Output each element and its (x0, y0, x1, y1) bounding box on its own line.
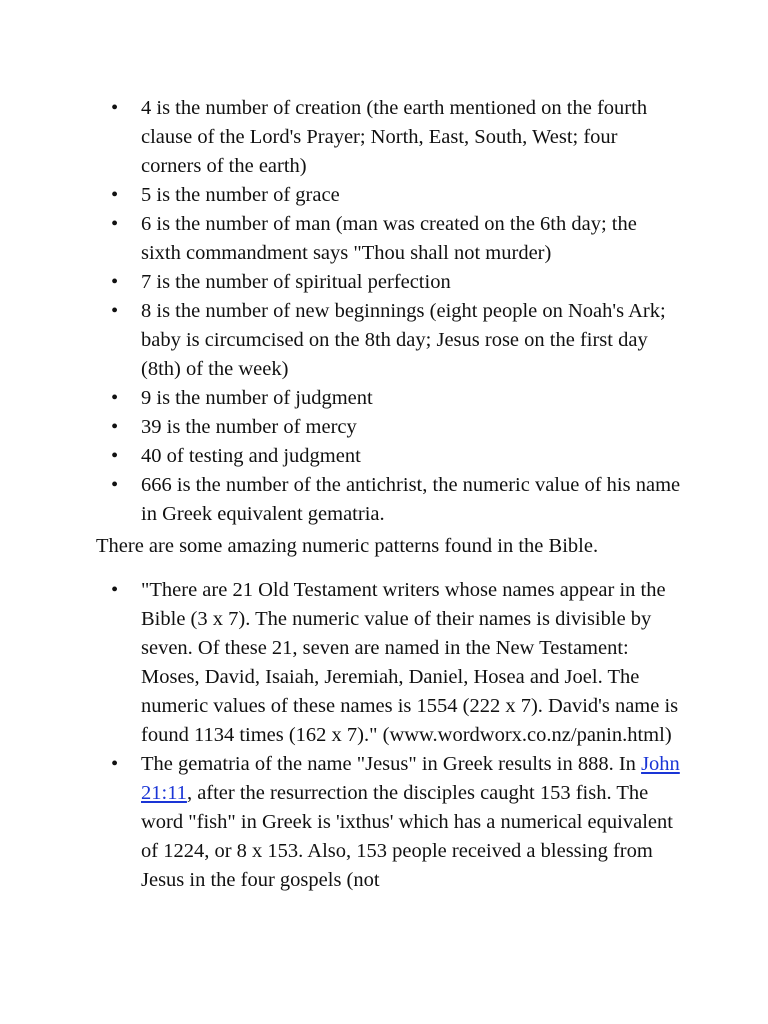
bullet-icon: • (111, 387, 119, 409)
list-item (111, 268, 681, 297)
bullet-icon: • (111, 753, 119, 775)
list-item-text: 8 is the number of new beginnings (eight people on Noah's Ark; baby is circumcised on the 8th day; Jesus rose on the first day (8th) of the week) (141, 300, 666, 380)
list-item-text: 40 of testing and judgment (141, 445, 361, 467)
list-item (111, 181, 681, 210)
bullet-icon: • (111, 579, 119, 601)
list-item-text: 6 is the number of man (man was created on the 6th day; the sixth commandment says "Thou shall not murder) (141, 213, 637, 264)
list-item (111, 384, 681, 413)
bullet-icon: • (111, 271, 119, 293)
list-item (111, 94, 681, 181)
bullet-icon: • (111, 300, 119, 322)
list-item (111, 471, 681, 529)
bullet-icon: • (111, 474, 119, 496)
list-item-text: 9 is the number of judgment (141, 387, 373, 409)
bullet-icon: • (111, 184, 119, 206)
list-item (111, 413, 681, 442)
list-item (111, 576, 681, 750)
numbers-meaning-list (111, 94, 681, 529)
scripture-link-john-21-11[interactable]: John 21:11 (141, 753, 680, 804)
list-item-text: 7 is the number of spiritual perfection (141, 271, 451, 293)
list-item (111, 442, 681, 471)
list-item-text: 666 is the number of the antichrist, the numeric value of his name in Greek equivalent gematria. (141, 474, 681, 525)
list-item-text: "There are 21 Old Testament writers whose names appear in the Bible (3 x 7). The numeric value of their names is divisible by seven. Of these 21, seven are named in the New Testament: Moses, David, Isaiah, Jeremiah, Daniel, Hosea and Joel. The numeric values of these names is 1554 (222 x 7). David's name is found 1134 times (162 x 7)." (www.wordworx.co.nz/panin.html) (141, 579, 679, 746)
list-item-text-after-link: , after the resurrection the disciples caught 153 fish. The word "fish" in Greek is 'ixthus' which has a numerical equivalent of 1224, or 8 x 153. Also, 153 people received a blessing from Jesus in the four gospels (not (141, 782, 673, 891)
list-item-text: 39 is the number of mercy (141, 416, 357, 438)
bullet-icon: • (111, 97, 119, 119)
list-item (111, 750, 681, 895)
list-item-text: 4 is the number of creation (the earth mentioned on the fourth clause of the Lord's Prayer; North, East, South, West; four corners of the earth) (141, 97, 648, 177)
numeric-patterns-list (111, 576, 681, 895)
list-item-text-before-link: The gematria of the name "Jesus" in Greek results in 888. In (141, 753, 642, 775)
list-item-text: 5 is the number of grace (141, 184, 340, 206)
list-item (111, 210, 681, 268)
bullet-icon: • (111, 416, 119, 438)
body-paragraph: There are some amazing numeric patterns found in the Bible. (96, 535, 599, 557)
bullet-icon: • (111, 445, 119, 467)
bullet-icon: • (111, 213, 119, 235)
list-item (111, 297, 681, 384)
